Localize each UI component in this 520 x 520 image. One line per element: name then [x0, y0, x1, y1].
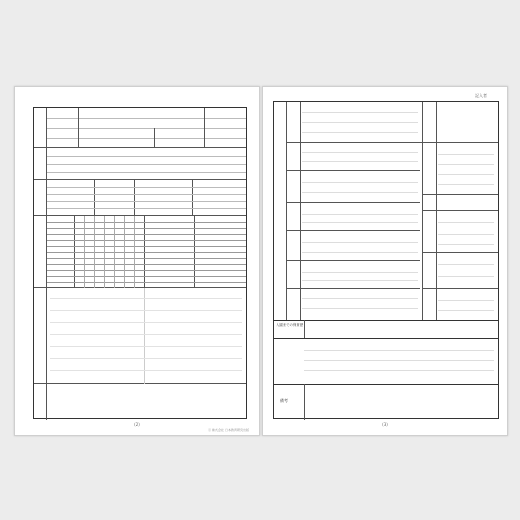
- temperament-label: [34, 288, 47, 383]
- right-page-number: (3): [382, 422, 388, 427]
- health-history-label: [34, 180, 47, 215]
- temperament-section: [34, 288, 246, 384]
- vaccination-section: [34, 216, 246, 288]
- health-history-section: [34, 180, 246, 216]
- left-page-number: (2): [134, 422, 140, 427]
- right-form: [273, 101, 499, 419]
- vaccination-label: [34, 216, 47, 287]
- nursery-history-label: 入園までの保育歴: [276, 323, 304, 327]
- daily-life-label: [34, 148, 47, 179]
- left-remarks-label: [34, 384, 47, 420]
- left-page: [14, 86, 260, 436]
- right-remarks-label: 備考: [280, 398, 288, 403]
- birth-section-label: [34, 108, 47, 147]
- left-remarks-section: [34, 384, 246, 420]
- recorder-label: 記入者: [475, 93, 487, 98]
- left-page-footnote: Ⓒ 株式会社 日本教育研究出版: [208, 428, 249, 432]
- daily-life-section: [34, 148, 246, 180]
- left-form: [33, 107, 247, 419]
- right-page: [262, 86, 508, 436]
- birth-section: [34, 108, 246, 148]
